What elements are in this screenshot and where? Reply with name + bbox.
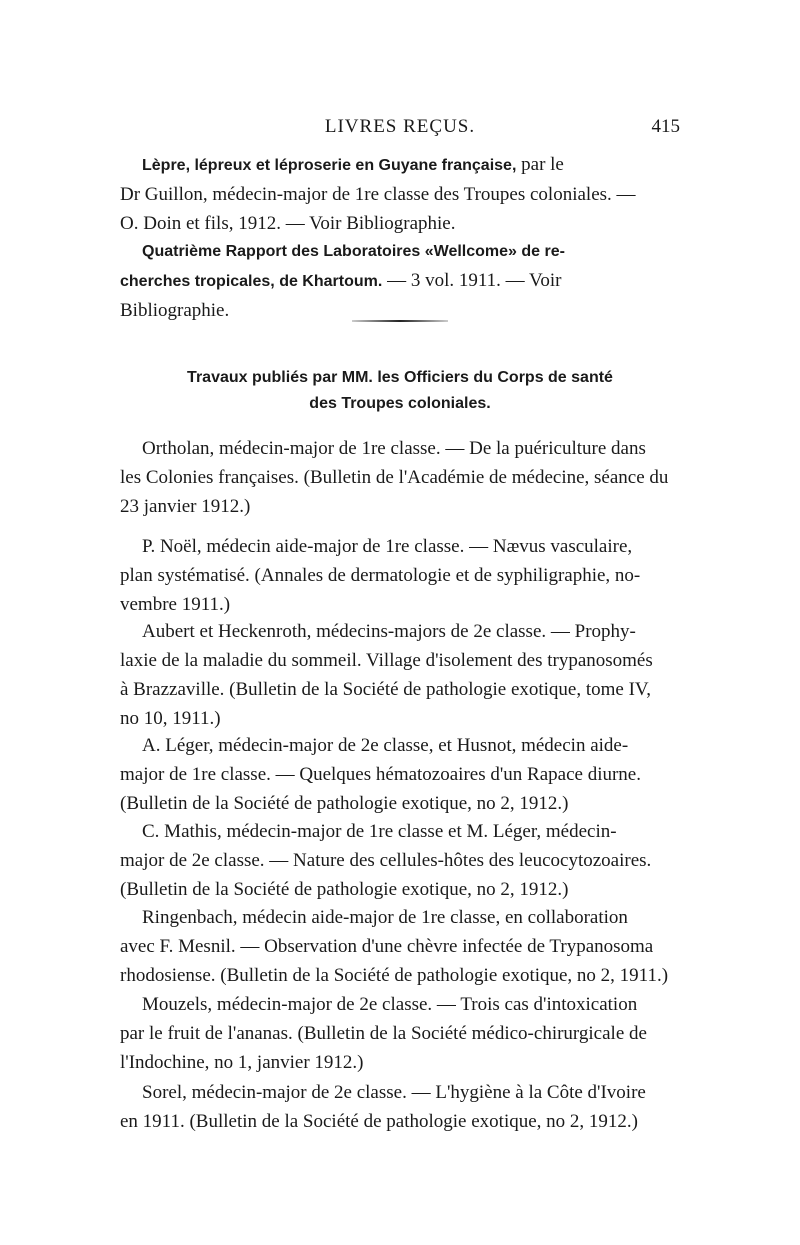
book-entry: Lèpre, lépreux et léproserie en Guyane française, par le Dr Guillon, médecin-major de 1re classe des Troupes coloniales. — O. Doin et fils, 1912. — Voir Bibliographie. [120, 150, 680, 238]
book-line: Dr Guillon, médecin-major de 1re classe des Troupes coloniales. — [120, 184, 636, 205]
work-entry: A. Léger, médecin-major de 2e classe, et Husnot, médecin aide- major de 1re classe. — Quelques hématozoaires d'un Rapace diurne. (Bulletin de la Société de pathologie exotique, no 2, 1912.) [120, 735, 641, 814]
book-line: O. Doin et fils, 1912. — Voir Bibliographie. [120, 213, 456, 234]
work-entry: Ringenbach, médecin aide-major de 1re classe, en collaboration avec F. Mesnil. — Observation d'une chèvre infectée de Trypanosoma rhodosiense. (Bulletin de la Société de pathologie exotique, no 2, 1911.) [120, 907, 669, 986]
work-entry: P. Noël, médecin aide-major de 1re classe. — Nævus vasculaire, plan systématisé. (Annales de dermatologie et de syphiligraphie, no- vembre 1911.) [120, 536, 641, 615]
running-title: LIVRES REÇUS. [324, 116, 476, 137]
work-entry: Aubert et Heckenroth, médecins-majors de 2e classe. — Prophy- laxie de la maladie du sommeil. Village d'isolement des trypanosomés à Brazzaville. (Bulletin de la Société de pathologie exotique, tome IV, no 10, 1911.) [120, 621, 653, 729]
section-heading: Travaux publiés par MM. les Officiers du Corps de santé des Troupes coloniales. [187, 369, 613, 412]
running-header [120, 110, 680, 140]
work-entry: Mouzels, médecin-major de 2e classe. — Trois cas d'intoxication par le fruit de l'ananas. (Bulletin de la Société médico-chirurgicale de l'Indochine, no 1, janvier 1912.) [120, 994, 647, 1073]
book-title: Quatrième Rapport des Laboratoires «Wellcome» de re- [142, 243, 565, 260]
book-title: Lèpre, lépreux et léproserie en Guyane française, [142, 157, 517, 174]
section-divider [352, 320, 448, 322]
work-entry: Ortholan, médecin-major de 1re classe. — De la puériculture dans les Colonies françaises. (Bulletin de l'Académie de médecine, séance du 23 janvier 1912.) [120, 438, 669, 517]
work-entry: C. Mathis, médecin-major de 1re classe et M. Léger, médecin- major de 2e classe. — Nature des cellules-hôtes des leucocytozoaires. (Bulletin de la Société de pathologie exotique, no 2, 1912.) [120, 821, 652, 900]
page-number: 415 [651, 116, 680, 137]
work-entry: Sorel, médecin-major de 2e classe. — L'hygiène à la Côte d'Ivoire en 1911. (Bulletin de la Société de pathologie exotique, no 2, 1912.) [120, 1082, 646, 1132]
book-entry: Quatrième Rapport des Laboratoires «Wellcome» de re- cherches tropicales, de Khartoum. — 3 vol. 1911. — Voir Bibliographie. [120, 237, 680, 325]
book-line: Bibliographie. [120, 300, 230, 321]
